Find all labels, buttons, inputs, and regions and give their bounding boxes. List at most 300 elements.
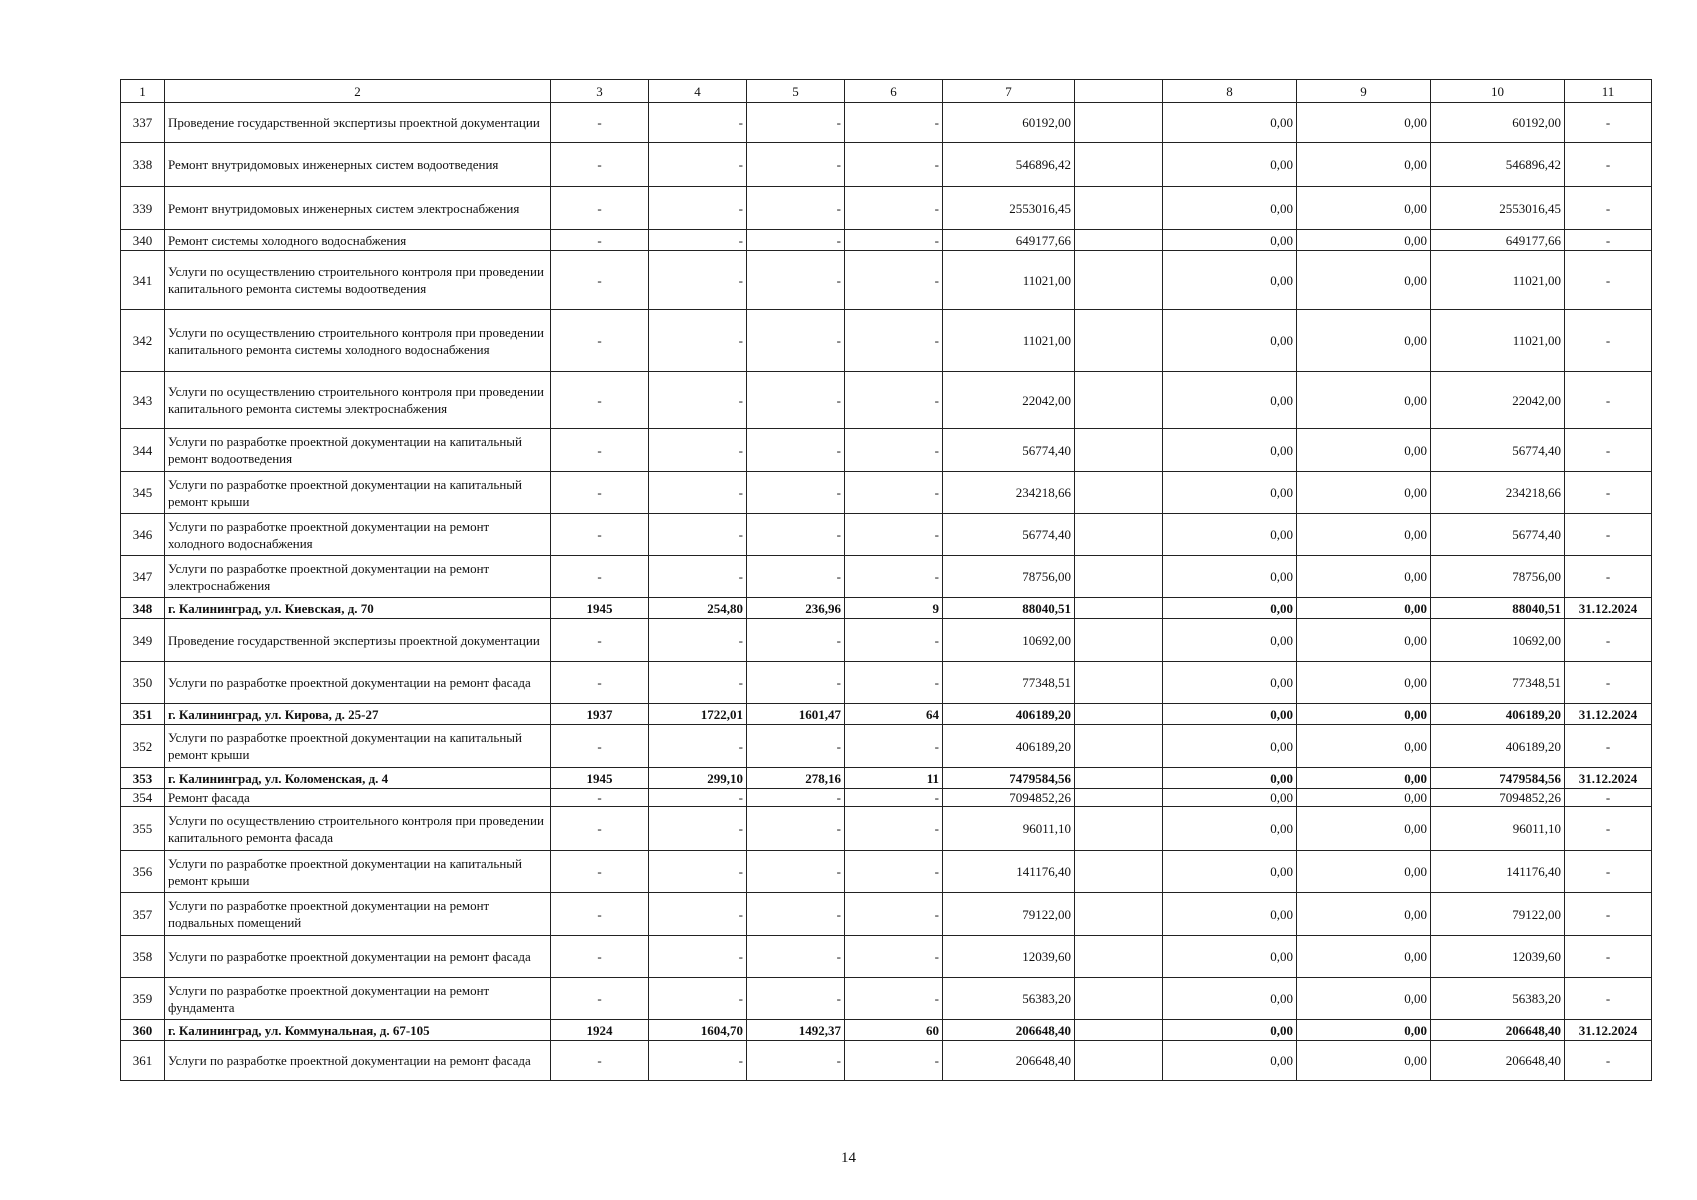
table-row: [121, 143, 1652, 187]
work-description-cell: Ремонт системы холодного водоснабжения: [165, 230, 551, 251]
residents-cell: -: [845, 472, 943, 514]
table-row: [121, 893, 1652, 936]
fund-col-8-cell: 0,00: [1163, 187, 1297, 230]
fund-col-9-cell: 0,00: [1297, 978, 1431, 1020]
total-area-cell: -: [649, 725, 747, 768]
row-number-cell: 338: [121, 143, 165, 187]
fund-col-9-cell: 0,00: [1297, 1020, 1431, 1041]
cost-total-cell: 141176,40: [943, 851, 1075, 893]
table-row: [121, 429, 1652, 472]
total-area-cell: 1722,01: [649, 704, 747, 725]
living-area-cell: -: [747, 556, 845, 598]
fund-col-9-cell: 0,00: [1297, 1041, 1431, 1081]
completion-date-cell: -: [1565, 429, 1652, 472]
total-area-cell: -: [649, 310, 747, 372]
fund-col-9-cell: 0,00: [1297, 893, 1431, 936]
total-area-cell: -: [649, 556, 747, 598]
table-row: [121, 472, 1652, 514]
living-area-cell: -: [747, 372, 845, 429]
fund-col-10-cell: 22042,00: [1431, 372, 1565, 429]
table-row: [121, 619, 1652, 662]
completion-date-cell: -: [1565, 143, 1652, 187]
total-area-cell: -: [649, 514, 747, 556]
table-row: [121, 807, 1652, 851]
cost-total-cell: 406189,20: [943, 725, 1075, 768]
fund-col-8-cell: 0,00: [1163, 807, 1297, 851]
fund-col-10-cell: 649177,66: [1431, 230, 1565, 251]
table-row: [121, 103, 1652, 143]
year-built-cell: 1937: [551, 704, 649, 725]
year-built-cell: 1945: [551, 768, 649, 789]
work-description-cell: Услуги по разработке проектной документации на ремонт холодного водоснабжения: [165, 514, 551, 556]
completion-date-cell: 31.12.2024: [1565, 704, 1652, 725]
completion-date-cell: -: [1565, 103, 1652, 143]
total-area-cell: -: [649, 429, 747, 472]
living-area-cell: -: [747, 251, 845, 310]
residents-cell: -: [845, 230, 943, 251]
total-area-cell: -: [649, 472, 747, 514]
fund-col-9-cell: 0,00: [1297, 936, 1431, 978]
fund-col-8-cell: 0,00: [1163, 429, 1297, 472]
cost-total-cell: 546896,42: [943, 143, 1075, 187]
fund-col-8-cell: 0,00: [1163, 978, 1297, 1020]
fund-col-10-cell: 406189,20: [1431, 725, 1565, 768]
residents-cell: -: [845, 429, 943, 472]
fund-col-10-cell: 60192,00: [1431, 103, 1565, 143]
total-area-cell: -: [649, 143, 747, 187]
blank-cell-cell: [1075, 514, 1163, 556]
fund-col-8-cell: 0,00: [1163, 103, 1297, 143]
table-row: [121, 187, 1652, 230]
fund-col-10-cell: 77348,51: [1431, 662, 1565, 704]
blank-cell-cell: [1075, 619, 1163, 662]
completion-date-cell: -: [1565, 662, 1652, 704]
fund-col-9-cell: 0,00: [1297, 372, 1431, 429]
completion-date-cell: 31.12.2024: [1565, 598, 1652, 619]
cost-total-cell: 7094852,26: [943, 789, 1075, 807]
living-area-cell: 1492,37: [747, 1020, 845, 1041]
fund-col-10-cell: 406189,20: [1431, 704, 1565, 725]
fund-col-9-cell: 0,00: [1297, 143, 1431, 187]
header-cell-6: 6: [845, 80, 943, 103]
total-area-cell: -: [649, 893, 747, 936]
living-area-cell: -: [747, 725, 845, 768]
total-area-cell: -: [649, 978, 747, 1020]
row-number-cell: 347: [121, 556, 165, 598]
blank-cell-cell: [1075, 1041, 1163, 1081]
work-description-cell: г. Калининград, ул. Кирова, д. 25-27: [165, 704, 551, 725]
year-built-cell: -: [551, 893, 649, 936]
fund-col-9-cell: 0,00: [1297, 103, 1431, 143]
header-cell-1: 1: [121, 80, 165, 103]
fund-col-10-cell: 234218,66: [1431, 472, 1565, 514]
residents-cell: -: [845, 514, 943, 556]
completion-date-cell: -: [1565, 230, 1652, 251]
fund-col-8-cell: 0,00: [1163, 310, 1297, 372]
address-row: [121, 768, 1652, 789]
residents-cell: 11: [845, 768, 943, 789]
fund-col-9-cell: 0,00: [1297, 807, 1431, 851]
cost-total-cell: 2553016,45: [943, 187, 1075, 230]
fund-col-10-cell: 79122,00: [1431, 893, 1565, 936]
residents-cell: -: [845, 372, 943, 429]
fund-col-10-cell: 96011,10: [1431, 807, 1565, 851]
completion-date-cell: -: [1565, 556, 1652, 598]
year-built-cell: -: [551, 1041, 649, 1081]
fund-col-9-cell: 0,00: [1297, 768, 1431, 789]
year-built-cell: -: [551, 725, 649, 768]
blank-cell-cell: [1075, 251, 1163, 310]
row-number-cell: 359: [121, 978, 165, 1020]
fund-col-10-cell: 546896,42: [1431, 143, 1565, 187]
completion-date-cell: -: [1565, 936, 1652, 978]
living-area-cell: -: [747, 893, 845, 936]
residents-cell: -: [845, 936, 943, 978]
residents-cell: -: [845, 143, 943, 187]
row-number-cell: 350: [121, 662, 165, 704]
address-row: [121, 1020, 1652, 1041]
total-area-cell: -: [649, 851, 747, 893]
completion-date-cell: -: [1565, 310, 1652, 372]
address-row: [121, 598, 1652, 619]
row-number-cell: 361: [121, 1041, 165, 1081]
living-area-cell: -: [747, 851, 845, 893]
cost-total-cell: 234218,66: [943, 472, 1075, 514]
living-area-cell: -: [747, 662, 845, 704]
fund-col-8-cell: 0,00: [1163, 619, 1297, 662]
completion-date-cell: 31.12.2024: [1565, 1020, 1652, 1041]
living-area-cell: -: [747, 619, 845, 662]
table-row: [121, 851, 1652, 893]
cost-total-cell: 7479584,56: [943, 768, 1075, 789]
living-area-cell: -: [747, 514, 845, 556]
year-built-cell: -: [551, 230, 649, 251]
living-area-cell: 236,96: [747, 598, 845, 619]
cost-total-cell: 22042,00: [943, 372, 1075, 429]
fund-col-10-cell: 141176,40: [1431, 851, 1565, 893]
completion-date-cell: -: [1565, 851, 1652, 893]
total-area-cell: -: [649, 251, 747, 310]
year-built-cell: -: [551, 936, 649, 978]
residents-cell: 9: [845, 598, 943, 619]
work-description-cell: Услуги по разработке проектной документации на ремонт фасада: [165, 1041, 551, 1081]
page-number: 14: [841, 1150, 856, 1166]
residents-cell: -: [845, 789, 943, 807]
blank-cell-cell: [1075, 893, 1163, 936]
work-description-cell: Услуги по разработке проектной документации на капитальный ремонт водоотведения: [165, 429, 551, 472]
work-description-cell: г. Калининград, ул. Коломенская, д. 4: [165, 768, 551, 789]
fund-col-10-cell: 78756,00: [1431, 556, 1565, 598]
total-area-cell: -: [649, 662, 747, 704]
header-cell-5: 5: [747, 80, 845, 103]
year-built-cell: -: [551, 372, 649, 429]
living-area-cell: -: [747, 472, 845, 514]
living-area-cell: -: [747, 1041, 845, 1081]
cost-total-cell: 206648,40: [943, 1041, 1075, 1081]
header-cell-blank: [1075, 80, 1163, 103]
fund-col-10-cell: 56383,20: [1431, 978, 1565, 1020]
residents-cell: 64: [845, 704, 943, 725]
completion-date-cell: -: [1565, 978, 1652, 1020]
fund-col-9-cell: 0,00: [1297, 310, 1431, 372]
living-area-cell: -: [747, 230, 845, 251]
residents-cell: -: [845, 103, 943, 143]
blank-cell-cell: [1075, 789, 1163, 807]
total-area-cell: -: [649, 1041, 747, 1081]
completion-date-cell: -: [1565, 1041, 1652, 1081]
blank-cell-cell: [1075, 372, 1163, 429]
completion-date-cell: -: [1565, 807, 1652, 851]
year-built-cell: -: [551, 310, 649, 372]
blank-cell-cell: [1075, 704, 1163, 725]
cost-total-cell: 60192,00: [943, 103, 1075, 143]
cost-total-cell: 77348,51: [943, 662, 1075, 704]
table-row: [121, 978, 1652, 1020]
row-number-cell: 343: [121, 372, 165, 429]
row-number-cell: 357: [121, 893, 165, 936]
cost-total-cell: 56774,40: [943, 429, 1075, 472]
residents-cell: -: [845, 556, 943, 598]
blank-cell-cell: [1075, 472, 1163, 514]
row-number-cell: 358: [121, 936, 165, 978]
fund-col-10-cell: 11021,00: [1431, 310, 1565, 372]
table-row: [121, 1041, 1652, 1081]
fund-col-8-cell: 0,00: [1163, 143, 1297, 187]
fund-col-9-cell: 0,00: [1297, 556, 1431, 598]
work-description-cell: Услуги по разработке проектной документации на ремонт фасада: [165, 662, 551, 704]
completion-date-cell: -: [1565, 472, 1652, 514]
living-area-cell: -: [747, 310, 845, 372]
blank-cell-cell: [1075, 429, 1163, 472]
work-description-cell: Услуги по разработке проектной документации на капитальный ремонт крыши: [165, 851, 551, 893]
living-area-cell: -: [747, 143, 845, 187]
row-number-cell: 352: [121, 725, 165, 768]
year-built-cell: -: [551, 619, 649, 662]
row-number-cell: 337: [121, 103, 165, 143]
table-row: [121, 936, 1652, 978]
cost-total-cell: 406189,20: [943, 704, 1075, 725]
fund-col-9-cell: 0,00: [1297, 662, 1431, 704]
blank-cell-cell: [1075, 768, 1163, 789]
fund-col-8-cell: 0,00: [1163, 372, 1297, 429]
year-built-cell: -: [551, 187, 649, 230]
year-built-cell: -: [551, 807, 649, 851]
fund-col-8-cell: 0,00: [1163, 725, 1297, 768]
total-area-cell: -: [649, 619, 747, 662]
fund-col-10-cell: 56774,40: [1431, 514, 1565, 556]
table-body: [121, 80, 1652, 1081]
living-area-cell: -: [747, 978, 845, 1020]
cost-total-cell: 11021,00: [943, 310, 1075, 372]
fund-col-9-cell: 0,00: [1297, 725, 1431, 768]
residents-cell: -: [845, 1041, 943, 1081]
residents-cell: -: [845, 851, 943, 893]
fund-col-10-cell: 88040,51: [1431, 598, 1565, 619]
fund-col-8-cell: 0,00: [1163, 789, 1297, 807]
blank-cell-cell: [1075, 230, 1163, 251]
fund-col-10-cell: 7094852,26: [1431, 789, 1565, 807]
blank-cell-cell: [1075, 1020, 1163, 1041]
fund-col-9-cell: 0,00: [1297, 704, 1431, 725]
blank-cell-cell: [1075, 725, 1163, 768]
residents-cell: -: [845, 187, 943, 230]
year-built-cell: -: [551, 978, 649, 1020]
residents-cell: -: [845, 978, 943, 1020]
year-built-cell: -: [551, 514, 649, 556]
completion-date-cell: -: [1565, 251, 1652, 310]
header-cell-4: 4: [649, 80, 747, 103]
fund-col-10-cell: 10692,00: [1431, 619, 1565, 662]
living-area-cell: -: [747, 789, 845, 807]
row-number-cell: 341: [121, 251, 165, 310]
total-area-cell: -: [649, 936, 747, 978]
cost-total-cell: 78756,00: [943, 556, 1075, 598]
cost-total-cell: 56774,40: [943, 514, 1075, 556]
work-description-cell: Услуги по осуществлению строительного контроля при проведении капитального ремонта фасада: [165, 807, 551, 851]
header-cell-2: 2: [165, 80, 551, 103]
living-area-cell: -: [747, 187, 845, 230]
work-description-cell: Услуги по разработке проектной документации на ремонт фундамента: [165, 978, 551, 1020]
fund-col-9-cell: 0,00: [1297, 187, 1431, 230]
year-built-cell: -: [551, 251, 649, 310]
residents-cell: -: [845, 807, 943, 851]
fund-col-8-cell: 0,00: [1163, 704, 1297, 725]
work-description-cell: Проведение государственной экспертизы проектной документации: [165, 619, 551, 662]
completion-date-cell: -: [1565, 514, 1652, 556]
row-number-cell: 355: [121, 807, 165, 851]
completion-date-cell: -: [1565, 372, 1652, 429]
completion-date-cell: 31.12.2024: [1565, 768, 1652, 789]
fund-col-9-cell: 0,00: [1297, 429, 1431, 472]
table-row: [121, 789, 1652, 807]
work-description-cell: Ремонт фасада: [165, 789, 551, 807]
fund-col-8-cell: 0,00: [1163, 556, 1297, 598]
residents-cell: -: [845, 893, 943, 936]
living-area-cell: 278,16: [747, 768, 845, 789]
fund-col-9-cell: 0,00: [1297, 514, 1431, 556]
total-area-cell: 1604,70: [649, 1020, 747, 1041]
fund-col-9-cell: 0,00: [1297, 789, 1431, 807]
row-number-cell: 345: [121, 472, 165, 514]
blank-cell-cell: [1075, 807, 1163, 851]
blank-cell-cell: [1075, 662, 1163, 704]
fund-col-8-cell: 0,00: [1163, 1020, 1297, 1041]
living-area-cell: -: [747, 429, 845, 472]
work-description-cell: Услуги по разработке проектной документации на ремонт электроснабжения: [165, 556, 551, 598]
repair-register-table: [120, 79, 1652, 1081]
row-number-cell: 356: [121, 851, 165, 893]
row-number-cell: 360: [121, 1020, 165, 1041]
cost-total-cell: 206648,40: [943, 1020, 1075, 1041]
residents-cell: -: [845, 251, 943, 310]
total-area-cell: -: [649, 103, 747, 143]
fund-col-10-cell: 7479584,56: [1431, 768, 1565, 789]
row-number-cell: 339: [121, 187, 165, 230]
year-built-cell: -: [551, 556, 649, 598]
cost-total-cell: 11021,00: [943, 251, 1075, 310]
blank-cell-cell: [1075, 556, 1163, 598]
work-description-cell: Услуги по разработке проектной документации на капитальный ремонт крыши: [165, 472, 551, 514]
total-area-cell: -: [649, 187, 747, 230]
cost-total-cell: 96011,10: [943, 807, 1075, 851]
year-built-cell: 1945: [551, 598, 649, 619]
residents-cell: 60: [845, 1020, 943, 1041]
year-built-cell: -: [551, 851, 649, 893]
blank-cell-cell: [1075, 598, 1163, 619]
table-row: [121, 662, 1652, 704]
fund-col-8-cell: 0,00: [1163, 662, 1297, 704]
fund-col-10-cell: 11021,00: [1431, 251, 1565, 310]
residents-cell: -: [845, 310, 943, 372]
year-built-cell: -: [551, 789, 649, 807]
total-area-cell: -: [649, 372, 747, 429]
completion-date-cell: -: [1565, 187, 1652, 230]
fund-col-8-cell: 0,00: [1163, 251, 1297, 310]
fund-col-8-cell: 0,00: [1163, 472, 1297, 514]
row-number-cell: 353: [121, 768, 165, 789]
row-number-cell: 351: [121, 704, 165, 725]
cost-total-cell: 649177,66: [943, 230, 1075, 251]
living-area-cell: -: [747, 936, 845, 978]
work-description-cell: Услуги по разработке проектной документации на ремонт фасада: [165, 936, 551, 978]
blank-cell-cell: [1075, 978, 1163, 1020]
fund-col-10-cell: 12039,60: [1431, 936, 1565, 978]
residents-cell: -: [845, 619, 943, 662]
table-row: [121, 556, 1652, 598]
table-row: [121, 230, 1652, 251]
year-built-cell: -: [551, 143, 649, 187]
row-number-cell: 354: [121, 789, 165, 807]
fund-col-9-cell: 0,00: [1297, 851, 1431, 893]
header-cell-9: 9: [1297, 80, 1431, 103]
work-description-cell: Проведение государственной экспертизы проектной документации: [165, 103, 551, 143]
cost-total-cell: 79122,00: [943, 893, 1075, 936]
cost-total-cell: 88040,51: [943, 598, 1075, 619]
fund-col-8-cell: 0,00: [1163, 936, 1297, 978]
completion-date-cell: -: [1565, 789, 1652, 807]
work-description-cell: Ремонт внутридомовых инженерных систем электроснабжения: [165, 187, 551, 230]
fund-col-8-cell: 0,00: [1163, 1041, 1297, 1081]
row-number-cell: 349: [121, 619, 165, 662]
blank-cell-cell: [1075, 143, 1163, 187]
blank-cell-cell: [1075, 936, 1163, 978]
fund-col-8-cell: 0,00: [1163, 598, 1297, 619]
work-description-cell: Услуги по осуществлению строительного контроля при проведении капитального ремонта системы электроснабжения: [165, 372, 551, 429]
fund-col-10-cell: 2553016,45: [1431, 187, 1565, 230]
blank-cell-cell: [1075, 310, 1163, 372]
table-row: [121, 725, 1652, 768]
residents-cell: -: [845, 662, 943, 704]
row-number-cell: 340: [121, 230, 165, 251]
total-area-cell: -: [649, 789, 747, 807]
work-description-cell: Услуги по разработке проектной документации на капитальный ремонт крыши: [165, 725, 551, 768]
work-description-cell: Услуги по осуществлению строительного контроля при проведении капитального ремонта системы холодного водоснабжения: [165, 310, 551, 372]
year-built-cell: -: [551, 103, 649, 143]
blank-cell-cell: [1075, 187, 1163, 230]
living-area-cell: -: [747, 103, 845, 143]
row-number-cell: 342: [121, 310, 165, 372]
fund-col-8-cell: 0,00: [1163, 514, 1297, 556]
table-row: [121, 251, 1652, 310]
row-number-cell: 344: [121, 429, 165, 472]
work-description-cell: г. Калининград, ул. Киевская, д. 70: [165, 598, 551, 619]
cost-total-cell: 56383,20: [943, 978, 1075, 1020]
header-cell-8: 8: [1163, 80, 1297, 103]
column-number-header-row: [121, 80, 1652, 103]
year-built-cell: -: [551, 472, 649, 514]
row-number-cell: 348: [121, 598, 165, 619]
completion-date-cell: -: [1565, 893, 1652, 936]
